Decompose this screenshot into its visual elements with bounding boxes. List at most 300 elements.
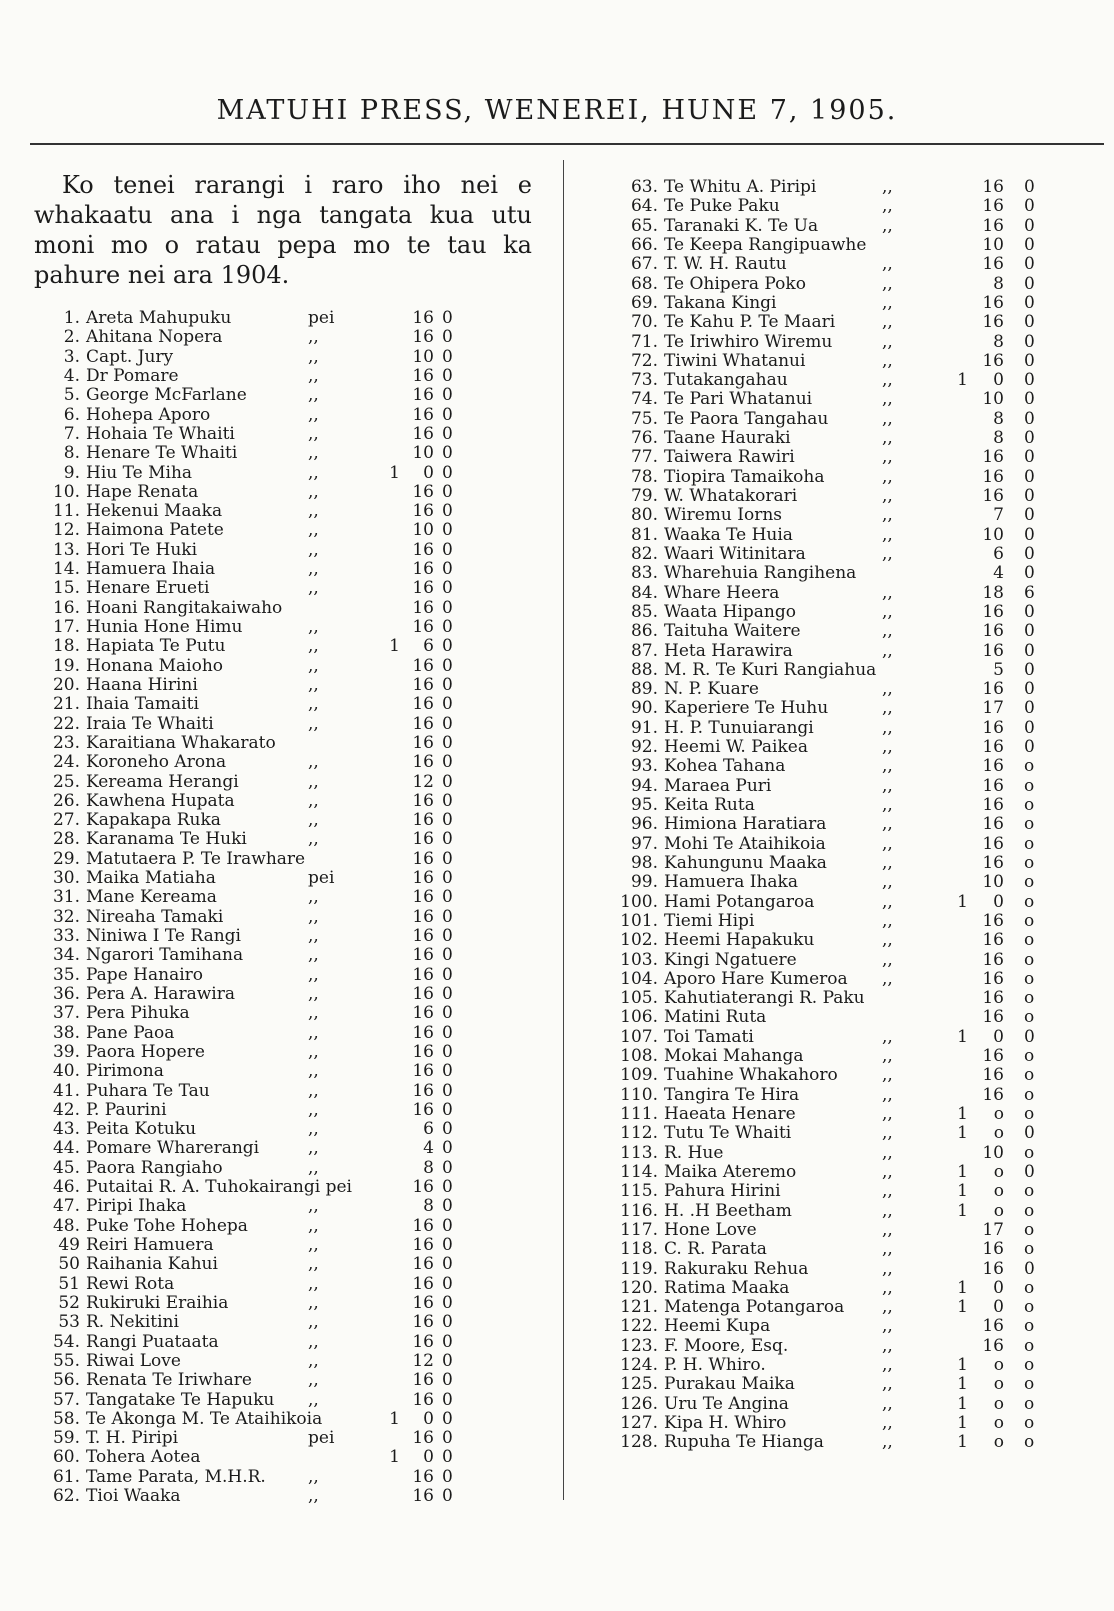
ditto-mark: ,, bbox=[308, 1292, 319, 1313]
amount-shillings: 10 bbox=[412, 443, 434, 464]
ditto-mark: ,, bbox=[882, 1413, 893, 1433]
subscriber-name: Pera Pihuka bbox=[86, 1003, 190, 1024]
amount-shillings: 16 bbox=[982, 215, 1004, 236]
amount-shillings: 10 bbox=[982, 1142, 1004, 1163]
amount-pence: 0 bbox=[442, 423, 453, 444]
subscriber-name: Hapiata Te Putu bbox=[86, 636, 226, 657]
list-item bbox=[18, 367, 468, 386]
subscriber-name: Hape Renata bbox=[86, 481, 199, 502]
amount-pence: 0 bbox=[442, 520, 453, 541]
ditto-mark: ,, bbox=[308, 1099, 319, 1120]
list-item bbox=[18, 1313, 468, 1332]
list-item bbox=[608, 1221, 1058, 1240]
ditto-mark: ,, bbox=[882, 1277, 893, 1298]
ditto-mark: ,, bbox=[882, 891, 893, 912]
entry-number: 92. bbox=[630, 737, 658, 758]
list-item bbox=[608, 1008, 1058, 1027]
amount-pence: 0 bbox=[1024, 234, 1035, 255]
amount-pence: o bbox=[1024, 1200, 1035, 1221]
ditto-mark: ,, bbox=[308, 1273, 319, 1294]
list-item bbox=[608, 1028, 1058, 1047]
list-item bbox=[18, 985, 468, 1004]
list-item bbox=[608, 1317, 1058, 1336]
subscriber-name: Peita Kotuku bbox=[86, 1119, 197, 1140]
amount-pence: 0 bbox=[442, 443, 453, 464]
subscriber-name: Rangi Puataata bbox=[86, 1331, 219, 1352]
list-item bbox=[18, 1487, 468, 1506]
subscriber-name: Areta Mahupuku bbox=[86, 308, 232, 328]
ditto-mark: ,, bbox=[882, 1258, 893, 1279]
ditto-mark: ,, bbox=[882, 350, 893, 371]
subscriber-name: Heta Harawira bbox=[664, 640, 793, 661]
subscriber-name: Kaperiere Te Huhu bbox=[664, 698, 829, 719]
amount-pence: 0 bbox=[1024, 428, 1035, 449]
amount-shillings: 17 bbox=[982, 698, 1004, 719]
ditto-mark: ,, bbox=[882, 833, 893, 854]
amount-shillings: 16 bbox=[982, 814, 1004, 835]
list-item bbox=[608, 526, 1058, 545]
ditto-mark: ,, bbox=[308, 906, 319, 927]
subscriber-name: W. Whatakorari bbox=[664, 486, 798, 506]
ditto-mark: ,, bbox=[882, 524, 893, 545]
amount-shillings: 10 bbox=[412, 346, 434, 367]
amount-pence: 0 bbox=[442, 752, 453, 773]
amount-shillings: 16 bbox=[412, 481, 434, 502]
amount-pence: 0 bbox=[1024, 524, 1035, 545]
entry-number: 62. bbox=[52, 1486, 80, 1507]
amount-pence: 0 bbox=[1024, 389, 1035, 410]
entry-number: 51 bbox=[58, 1273, 80, 1294]
ditto-mark: ,, bbox=[308, 1061, 319, 1082]
amount-shillings: 16 bbox=[412, 655, 434, 676]
list-item bbox=[608, 584, 1058, 603]
list-item bbox=[608, 815, 1058, 834]
list-item bbox=[608, 217, 1058, 236]
ditto-mark: ,, bbox=[882, 1123, 893, 1144]
entry-number: 29. bbox=[52, 848, 80, 869]
subscriber-name: Hohaia Te Whaiti bbox=[86, 423, 235, 444]
list-item bbox=[18, 1024, 468, 1043]
amount-pence: 0 bbox=[442, 597, 453, 618]
amount-pence: 0 bbox=[1024, 737, 1035, 758]
amount-pence: 0 bbox=[442, 829, 453, 850]
subscriber-name: Riwai Love bbox=[86, 1350, 181, 1371]
subscriber-name: Tohera Aotea bbox=[86, 1447, 201, 1468]
header-rule bbox=[30, 143, 1104, 145]
amount-pence: o bbox=[1024, 968, 1035, 989]
ditto-mark: ,, bbox=[882, 447, 893, 468]
list-item bbox=[608, 1356, 1058, 1375]
amount-pence: o bbox=[1024, 795, 1035, 815]
amount-pounds: 1 bbox=[389, 636, 400, 657]
list-item bbox=[18, 753, 468, 772]
amount-shillings: 16 bbox=[982, 466, 1004, 487]
amount-shillings: 16 bbox=[412, 945, 434, 966]
amount-pence: 0 bbox=[442, 1138, 453, 1159]
amount-pence: 0 bbox=[442, 1215, 453, 1236]
list-item bbox=[608, 1066, 1058, 1085]
subscriber-name: Te Akonga M. Te Ataihikoia bbox=[86, 1408, 323, 1429]
amount-shillings: 16 bbox=[982, 679, 1004, 700]
amount-shillings: 16 bbox=[412, 1331, 434, 1352]
amount-shillings: 16 bbox=[412, 732, 434, 753]
amount-pence: o bbox=[1024, 949, 1035, 970]
ditto-mark: ,, bbox=[308, 636, 319, 657]
subscriber-name: Kahutiaterangi R. Paku bbox=[664, 988, 865, 1009]
amount-shillings: 0 bbox=[993, 1297, 1004, 1318]
ditto-mark: ,, bbox=[308, 771, 319, 792]
amount-pence: 0 bbox=[442, 1061, 453, 1082]
amount-shillings: 0 bbox=[993, 1026, 1004, 1047]
ditto-mark: pei bbox=[308, 308, 335, 328]
list-item bbox=[608, 1240, 1058, 1259]
list-item bbox=[608, 970, 1058, 989]
list-item bbox=[18, 1352, 468, 1371]
ditto-mark: ,, bbox=[882, 505, 893, 526]
amount-shillings: 12 bbox=[412, 771, 434, 792]
ditto-mark: ,, bbox=[308, 1254, 319, 1275]
amount-shillings: 16 bbox=[412, 423, 434, 444]
list-item bbox=[608, 1375, 1058, 1394]
entry-number: 1. bbox=[63, 308, 80, 328]
amount-pence: 0 bbox=[442, 404, 453, 425]
amount-pence: 0 bbox=[442, 1177, 453, 1198]
amount-pence: 0 bbox=[442, 945, 453, 966]
subscriber-name: Waaka Te Huia bbox=[664, 524, 793, 545]
subscriber-name: Honana Maioho bbox=[86, 655, 224, 676]
entry-number: 98. bbox=[630, 852, 658, 873]
list-item bbox=[608, 236, 1058, 255]
entry-number: 66. bbox=[630, 234, 658, 255]
list-item bbox=[18, 1101, 468, 1120]
entry-number: 49 bbox=[58, 1235, 80, 1255]
ditto-mark: ,, bbox=[308, 829, 319, 850]
subscriber-name: Karanama Te Huki bbox=[86, 829, 247, 850]
ditto-mark: ,, bbox=[308, 423, 319, 444]
amount-pence: 0 bbox=[1024, 215, 1035, 236]
list-item bbox=[608, 487, 1058, 506]
list-item bbox=[18, 502, 468, 521]
amount-pounds: 1 bbox=[957, 1413, 968, 1433]
amount-shillings: 16 bbox=[412, 926, 434, 946]
list-item bbox=[18, 946, 468, 965]
ditto-mark: ,, bbox=[882, 1161, 893, 1182]
entry-number: 80. bbox=[630, 505, 658, 526]
list-item bbox=[608, 699, 1058, 718]
list-item bbox=[18, 850, 468, 869]
amount-pence: 0 bbox=[442, 694, 453, 715]
ditto-mark: ,, bbox=[308, 752, 319, 773]
entry-number: 12. bbox=[52, 520, 80, 541]
list-item bbox=[608, 642, 1058, 661]
subscriber-name: Tangira Te Hira bbox=[664, 1084, 800, 1105]
ditto-mark: ,, bbox=[882, 466, 893, 487]
ditto-mark: ,, bbox=[882, 814, 893, 835]
entry-number: 7. bbox=[63, 423, 80, 444]
list-item bbox=[18, 1255, 468, 1274]
subscriber-name: Kahungunu Maaka bbox=[664, 852, 827, 873]
amount-shillings: 16 bbox=[982, 1316, 1004, 1337]
amount-shillings: 16 bbox=[412, 1003, 434, 1024]
ditto-mark: ,, bbox=[308, 810, 319, 831]
entry-number: 70. bbox=[630, 312, 658, 333]
entry-number: 15. bbox=[52, 578, 80, 599]
amount-shillings: 0 bbox=[993, 370, 1004, 391]
entry-number: 43. bbox=[52, 1119, 80, 1140]
list-item bbox=[18, 541, 468, 560]
subscriber-name: Hamuera Ihaka bbox=[664, 872, 798, 893]
amount-shillings: 16 bbox=[412, 617, 434, 637]
list-item bbox=[18, 1197, 468, 1216]
amount-shillings: 16 bbox=[412, 1080, 434, 1101]
list-item bbox=[18, 1004, 468, 1023]
amount-pence: 0 bbox=[442, 346, 453, 367]
entry-number: 61. bbox=[52, 1466, 80, 1487]
list-item bbox=[608, 352, 1058, 371]
ditto-mark: ,, bbox=[882, 872, 893, 893]
list-item bbox=[608, 796, 1058, 815]
list-item bbox=[608, 371, 1058, 390]
ditto-mark: ,, bbox=[308, 1312, 319, 1333]
subscriber-name: Kingi Ngatuere bbox=[664, 949, 797, 970]
amount-shillings: 16 bbox=[412, 308, 434, 328]
entry-number: 95. bbox=[630, 795, 658, 815]
list-item bbox=[18, 1468, 468, 1487]
ditto-mark: ,, bbox=[308, 559, 319, 580]
entry-number: 57. bbox=[52, 1389, 80, 1410]
subscriber-name: Puke Tohe Hohepa bbox=[86, 1215, 248, 1236]
subscriber-name: Te Keepa Rangipuawhe bbox=[664, 234, 867, 255]
amount-shillings: 8 bbox=[993, 273, 1004, 294]
amount-shillings: 0 bbox=[423, 462, 434, 483]
entry-number: 21. bbox=[52, 694, 80, 715]
amount-pence: 0 bbox=[442, 385, 453, 406]
amount-shillings: 5 bbox=[993, 659, 1004, 680]
list-item bbox=[18, 618, 468, 637]
ditto-mark: ,, bbox=[882, 698, 893, 719]
amount-shillings: o bbox=[993, 1104, 1004, 1124]
subscriber-name: Hekenui Maaka bbox=[86, 501, 223, 522]
ditto-mark: ,, bbox=[882, 949, 893, 970]
ditto-mark: ,, bbox=[882, 1316, 893, 1337]
entry-number: 19. bbox=[52, 655, 80, 676]
subscriber-name: Pera A. Harawira bbox=[86, 983, 235, 1004]
amount-shillings: 16 bbox=[982, 1084, 1004, 1105]
amount-shillings: o bbox=[993, 1123, 1004, 1144]
ditto-mark: ,, bbox=[882, 486, 893, 506]
list-item bbox=[608, 854, 1058, 873]
amount-pounds: 1 bbox=[957, 1277, 968, 1298]
amount-shillings: 16 bbox=[412, 559, 434, 580]
entry-number: 40. bbox=[52, 1061, 80, 1082]
amount-pence: o bbox=[1024, 988, 1035, 1009]
subscriber-name: Paora Hopere bbox=[86, 1041, 205, 1062]
entry-number: 38. bbox=[52, 1022, 80, 1043]
ditto-mark: ,, bbox=[308, 1003, 319, 1024]
amount-shillings: 16 bbox=[982, 447, 1004, 468]
entry-number: 44. bbox=[52, 1138, 80, 1159]
amount-shillings: 16 bbox=[982, 852, 1004, 873]
amount-shillings: 16 bbox=[982, 717, 1004, 738]
amount-pence: 0 bbox=[442, 810, 453, 831]
amount-pence: 0 bbox=[442, 578, 453, 599]
list-item bbox=[608, 313, 1058, 332]
subscriber-name: R. Hue bbox=[664, 1142, 724, 1163]
amount-pence: 0 bbox=[442, 1041, 453, 1062]
ditto-mark: ,, bbox=[882, 910, 893, 931]
list-item bbox=[608, 1163, 1058, 1182]
subscriber-name: Hori Te Huki bbox=[86, 539, 198, 560]
subscriber-name: Te Puke Paku bbox=[664, 196, 780, 217]
ditto-mark: ,, bbox=[882, 930, 893, 951]
entry-number: 45. bbox=[52, 1157, 80, 1178]
list-item bbox=[608, 1414, 1058, 1433]
amount-pence: 0 bbox=[442, 481, 453, 502]
subscriber-name: Tame Parata, M.H.R. bbox=[86, 1466, 266, 1487]
amount-pence: 0 bbox=[442, 771, 453, 792]
amount-pounds: 1 bbox=[957, 1432, 968, 1453]
list-item bbox=[18, 1062, 468, 1081]
list-item bbox=[18, 637, 468, 656]
amount-shillings: 16 bbox=[982, 988, 1004, 1009]
ditto-mark: ,, bbox=[882, 408, 893, 429]
amount-pence: 0 bbox=[1024, 563, 1035, 584]
entry-number: 117. bbox=[620, 1219, 658, 1240]
list-item bbox=[608, 197, 1058, 216]
subscriber-name: Te Kahu P. Te Maari bbox=[664, 312, 836, 333]
subscriber-name: Niniwa I Te Rangi bbox=[86, 926, 241, 946]
amount-shillings: 10 bbox=[982, 234, 1004, 255]
subscriber-name: Tuahine Whakahoro bbox=[664, 1065, 838, 1086]
entry-number: 48. bbox=[52, 1215, 80, 1236]
list-item bbox=[608, 680, 1058, 699]
entry-number: 88. bbox=[630, 659, 658, 680]
entry-number: 9. bbox=[63, 462, 80, 483]
amount-pence: o bbox=[1024, 1277, 1035, 1298]
amount-shillings: 16 bbox=[412, 1389, 434, 1410]
amount-pounds: 1 bbox=[957, 1161, 968, 1182]
list-item bbox=[18, 1217, 468, 1236]
list-item bbox=[18, 425, 468, 444]
ditto-mark: ,, bbox=[308, 1196, 319, 1217]
ditto-mark: ,, bbox=[882, 273, 893, 294]
ditto-mark: ,, bbox=[882, 601, 893, 622]
entry-number: 113. bbox=[620, 1142, 658, 1163]
list-item bbox=[18, 1410, 468, 1429]
ditto-mark: ,, bbox=[882, 312, 893, 333]
amount-pence: 0 bbox=[442, 1099, 453, 1120]
amount-shillings: 16 bbox=[982, 930, 1004, 951]
list-item bbox=[608, 1279, 1058, 1298]
entry-number: 25. bbox=[52, 771, 80, 792]
amount-shillings: 6 bbox=[423, 1119, 434, 1140]
list-item bbox=[608, 545, 1058, 564]
amount-pence: 0 bbox=[1024, 177, 1035, 197]
subscriber-name: Reiri Hamuera bbox=[86, 1235, 214, 1255]
amount-shillings: 16 bbox=[412, 385, 434, 406]
entry-number: 68. bbox=[630, 273, 658, 294]
subscriber-name: Haana Hirini bbox=[86, 674, 198, 695]
list-item bbox=[608, 506, 1058, 525]
entry-number: 81. bbox=[630, 524, 658, 545]
subscriber-name: Puhara Te Tau bbox=[86, 1080, 210, 1101]
subscriber-name: Heemi Kupa bbox=[664, 1316, 771, 1337]
ditto-mark: ,, bbox=[882, 215, 893, 236]
ditto-mark: ,, bbox=[882, 679, 893, 700]
entry-number: 96. bbox=[630, 814, 658, 835]
list-item bbox=[608, 564, 1058, 583]
ditto-mark: ,, bbox=[308, 1370, 319, 1391]
amount-shillings: 16 bbox=[412, 327, 434, 348]
amount-shillings: 16 bbox=[982, 196, 1004, 217]
intro-paragraph bbox=[34, 170, 532, 290]
subscriber-name: Paora Rangiaho bbox=[86, 1157, 223, 1178]
ditto-mark: ,, bbox=[882, 254, 893, 275]
amount-shillings: 16 bbox=[412, 964, 434, 985]
amount-pence: 0 bbox=[442, 1292, 453, 1313]
subscriber-name: C. R. Parata bbox=[664, 1239, 767, 1260]
list-item bbox=[18, 773, 468, 792]
subscriber-name: Ratima Maaka bbox=[664, 1277, 790, 1298]
amount-shillings: 16 bbox=[412, 1292, 434, 1313]
amount-shillings: o bbox=[993, 1200, 1004, 1221]
amount-shillings: 16 bbox=[412, 365, 434, 386]
amount-pence: 0 bbox=[1024, 1258, 1035, 1279]
amount-pence: 0 bbox=[442, 790, 453, 811]
entry-number: 97. bbox=[630, 833, 658, 854]
entry-number: 41. bbox=[52, 1080, 80, 1101]
subscriber-name: Koroneho Arona bbox=[86, 752, 227, 773]
entry-number: 93. bbox=[630, 756, 658, 777]
ditto-mark: ,, bbox=[882, 331, 893, 352]
list-item bbox=[18, 676, 468, 695]
entry-number: 36. bbox=[52, 983, 80, 1004]
subscriber-name: Piripi Ihaka bbox=[86, 1196, 187, 1217]
amount-pounds: 1 bbox=[957, 891, 968, 912]
entry-number: 2. bbox=[63, 327, 80, 348]
entry-number: 126. bbox=[620, 1393, 658, 1414]
subscriber-name: T. W. H. Rautu bbox=[664, 254, 787, 275]
amount-shillings: 8 bbox=[423, 1196, 434, 1217]
amount-pounds: 1 bbox=[389, 462, 400, 483]
ditto-mark: ,, bbox=[308, 617, 319, 637]
ditto-mark: ,, bbox=[308, 674, 319, 695]
amount-pence: 0 bbox=[442, 1080, 453, 1101]
list-item bbox=[18, 1391, 468, 1410]
list-item bbox=[18, 560, 468, 579]
amount-pence: 0 bbox=[442, 1486, 453, 1507]
amount-shillings: 16 bbox=[412, 906, 434, 927]
amount-shillings: 10 bbox=[982, 872, 1004, 893]
entry-number: 32. bbox=[52, 906, 80, 927]
amount-pounds: 1 bbox=[957, 1123, 968, 1144]
ditto-mark: ,, bbox=[308, 327, 319, 348]
amount-shillings: o bbox=[993, 1374, 1004, 1395]
amount-pence: o bbox=[1024, 1007, 1035, 1028]
left-subscriber-list bbox=[18, 309, 468, 1506]
entry-number: 105. bbox=[620, 988, 658, 1009]
amount-pence: 0 bbox=[442, 655, 453, 676]
amount-shillings: 0 bbox=[993, 1277, 1004, 1298]
amount-pence: 0 bbox=[442, 1331, 453, 1352]
ditto-mark: ,, bbox=[308, 1350, 319, 1371]
list-item bbox=[18, 406, 468, 425]
list-item bbox=[18, 328, 468, 347]
amount-pence: o bbox=[1024, 1413, 1035, 1433]
amount-shillings: 16 bbox=[412, 539, 434, 560]
ditto-mark: ,, bbox=[882, 1142, 893, 1163]
amount-pounds: 1 bbox=[957, 1026, 968, 1047]
